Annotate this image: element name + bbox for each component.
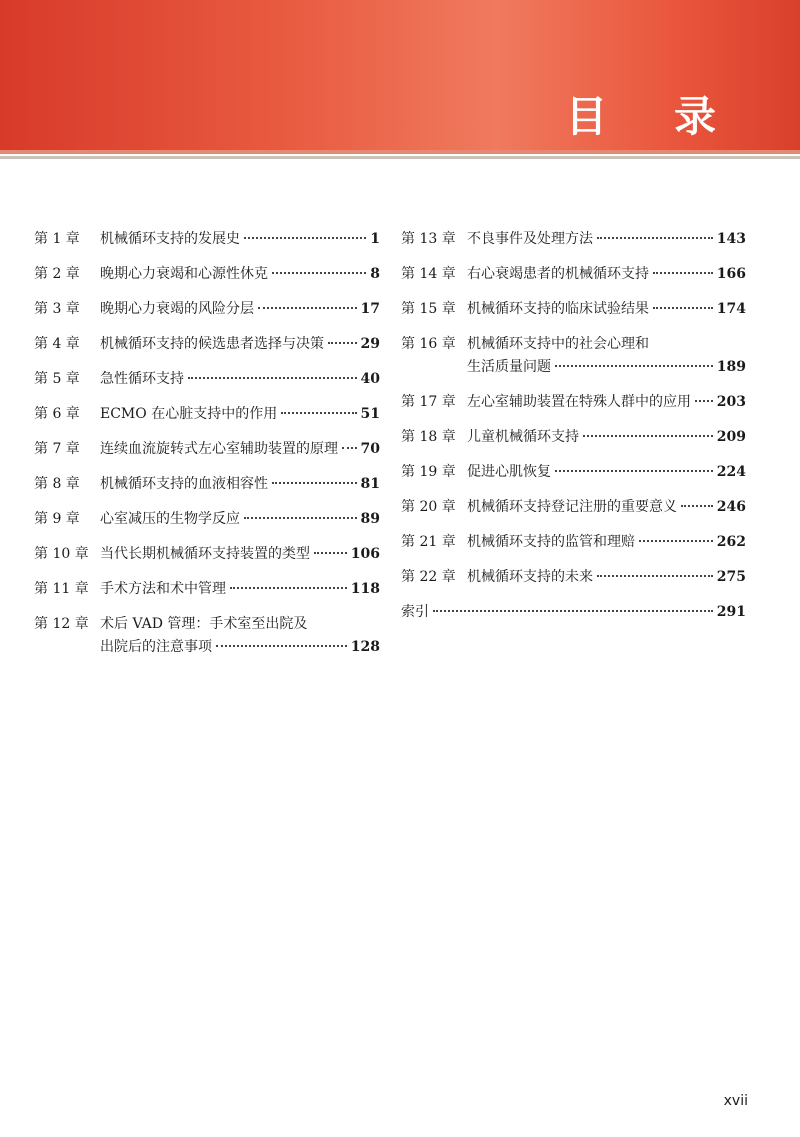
leader-dots (328, 342, 357, 344)
leader-dots (695, 400, 713, 402)
toc-entry (401, 333, 746, 379)
chapter-title-continued: 出院后的注意事项 (100, 639, 212, 655)
chapter-number: 第 18 章 (401, 429, 456, 445)
leader-dots (272, 482, 357, 484)
page-ref: 29 (360, 336, 380, 352)
chapter-number: 第 17 章 (401, 394, 456, 410)
chapter-title: ECMO 在心脏支持中的作用 (100, 406, 278, 422)
chapter-title: 手术方法和术中管理 (100, 581, 226, 597)
leader-dots (433, 610, 713, 612)
chapter-title: 右心衰竭患者的机械循环支持 (467, 266, 649, 282)
leader-dots (188, 377, 357, 379)
page-ref: 189 (716, 359, 746, 375)
leader-dots (272, 272, 366, 274)
toc-entry (401, 298, 746, 321)
chapter-title-continued: 生活质量问题 (467, 359, 551, 375)
toc-left-column (34, 228, 380, 671)
page-ref: 1 (370, 231, 380, 247)
toc-entry (34, 228, 380, 251)
toc-entry (34, 263, 380, 286)
chapter-number: 第 7 章 (34, 441, 80, 457)
chapter-title: 机械循环支持的临床试验结果 (467, 301, 649, 317)
chapter-title: 机械循环支持的发展史 (100, 231, 240, 247)
toc-entry (34, 298, 380, 321)
chapter-number: 第 19 章 (401, 464, 456, 480)
page-ref: 203 (716, 394, 746, 410)
page-ref: 118 (350, 581, 380, 597)
toc-right-column (401, 228, 746, 636)
toc-entry (401, 426, 746, 449)
chapter-number: 第 1 章 (34, 231, 80, 247)
chapter-number: 第 21 章 (401, 534, 456, 550)
toc-entry (401, 496, 746, 519)
chapter-title: 不良事件及处理方法 (467, 231, 593, 247)
leader-dots (216, 645, 347, 647)
chapter-title: 机械循环支持的候选患者选择与决策 (100, 336, 324, 352)
leader-dots (342, 447, 357, 449)
chapter-title: 连续血流旋转式左心室辅助装置的原理 (100, 441, 338, 457)
page-ref: 262 (716, 534, 746, 550)
chapter-title: 机械循环支持的血液相容性 (100, 476, 268, 492)
leader-dots (583, 435, 713, 437)
chapter-title: 急性循环支持 (100, 371, 184, 387)
toc-entry (34, 438, 380, 461)
toc-entry (401, 531, 746, 554)
leader-dots (244, 237, 366, 239)
chapter-title: 当代长期机械循环支持装置的类型 (100, 546, 310, 562)
toc-entry (34, 403, 380, 426)
page-ref: 8 (370, 266, 380, 282)
chapter-title: 心室减压的生物学反应 (100, 511, 240, 527)
header-banner (0, 0, 800, 150)
leader-dots (597, 575, 713, 577)
page-ref: 106 (350, 546, 380, 562)
toc-entry (34, 578, 380, 601)
page-ref: 40 (360, 371, 380, 387)
index-title: 索引 (401, 604, 429, 620)
page-ref: 275 (716, 569, 746, 585)
toc-entry (401, 263, 746, 286)
leader-dots (244, 517, 357, 519)
chapter-title: 机械循环支持中的社会心理和 (467, 336, 649, 352)
leader-dots (230, 587, 347, 589)
toc-entry (401, 461, 746, 484)
chapter-title: 促进心肌恢复 (467, 464, 551, 480)
chapter-number: 第 11 章 (34, 581, 89, 597)
chapter-number: 第 13 章 (401, 231, 456, 247)
page-ref: 246 (716, 499, 746, 515)
chapter-number: 第 3 章 (34, 301, 80, 317)
leader-dots (653, 272, 713, 274)
toc-entry (34, 543, 380, 566)
chapter-title: 儿童机械循环支持 (467, 429, 579, 445)
leader-dots (555, 365, 713, 367)
chapter-title: 机械循环支持的未来 (467, 569, 593, 585)
chapter-title: 机械循环支持的监管和理赔 (467, 534, 635, 550)
chapter-number: 第 12 章 (34, 616, 89, 632)
chapter-title: 左心室辅助装置在特殊人群中的应用 (467, 394, 691, 410)
page-ref: 17 (360, 301, 380, 317)
page-ref: 224 (716, 464, 746, 480)
chapter-number: 第 16 章 (401, 336, 456, 352)
chapter-number: 第 6 章 (34, 406, 80, 422)
toc-entry (34, 333, 380, 356)
banner-divider-shadow (0, 156, 800, 159)
page-ref: 209 (716, 429, 746, 445)
page-ref: 89 (360, 511, 380, 527)
chapter-number: 第 9 章 (34, 511, 80, 527)
page-title: 目 录 (565, 92, 742, 141)
page-ref: 70 (360, 441, 380, 457)
page-number: xvii (723, 1093, 748, 1109)
chapter-number: 第 8 章 (34, 476, 80, 492)
leader-dots (639, 540, 713, 542)
toc-entry (34, 473, 380, 496)
chapter-number: 第 4 章 (34, 336, 80, 352)
chapter-title: 晚期心力衰竭和心源性休克 (100, 266, 268, 282)
page-ref: 166 (716, 266, 746, 282)
chapter-number: 第 15 章 (401, 301, 456, 317)
chapter-number: 第 2 章 (34, 266, 80, 282)
page-ref: 174 (716, 301, 746, 317)
toc-entry (401, 391, 746, 414)
toc-entry (34, 613, 380, 659)
chapter-number: 第 5 章 (34, 371, 80, 387)
toc-entry (401, 566, 746, 589)
leader-dots (681, 505, 713, 507)
chapter-number: 第 10 章 (34, 546, 89, 562)
leader-dots (653, 307, 713, 309)
toc-entry-index (401, 601, 746, 624)
leader-dots (555, 470, 713, 472)
leader-dots (314, 552, 347, 554)
toc-entry (34, 508, 380, 531)
chapter-title: 机械循环支持登记注册的重要意义 (467, 499, 677, 515)
banner-divider (0, 150, 800, 154)
page-ref: 51 (360, 406, 380, 422)
chapter-number: 第 22 章 (401, 569, 456, 585)
chapter-title: 晚期心力衰竭的风险分层 (100, 301, 254, 317)
chapter-title: 术后 VAD 管理：手术室至出院及 (100, 616, 308, 632)
leader-dots (281, 412, 356, 414)
leader-dots (258, 307, 357, 309)
chapter-number: 第 20 章 (401, 499, 456, 515)
chapter-number: 第 14 章 (401, 266, 456, 282)
leader-dots (597, 237, 713, 239)
page-ref: 143 (716, 231, 746, 247)
page-ref: 291 (716, 604, 746, 620)
toc-entry (34, 368, 380, 391)
toc-entry (401, 228, 746, 251)
page-ref: 81 (360, 476, 380, 492)
page-ref: 128 (350, 639, 380, 655)
